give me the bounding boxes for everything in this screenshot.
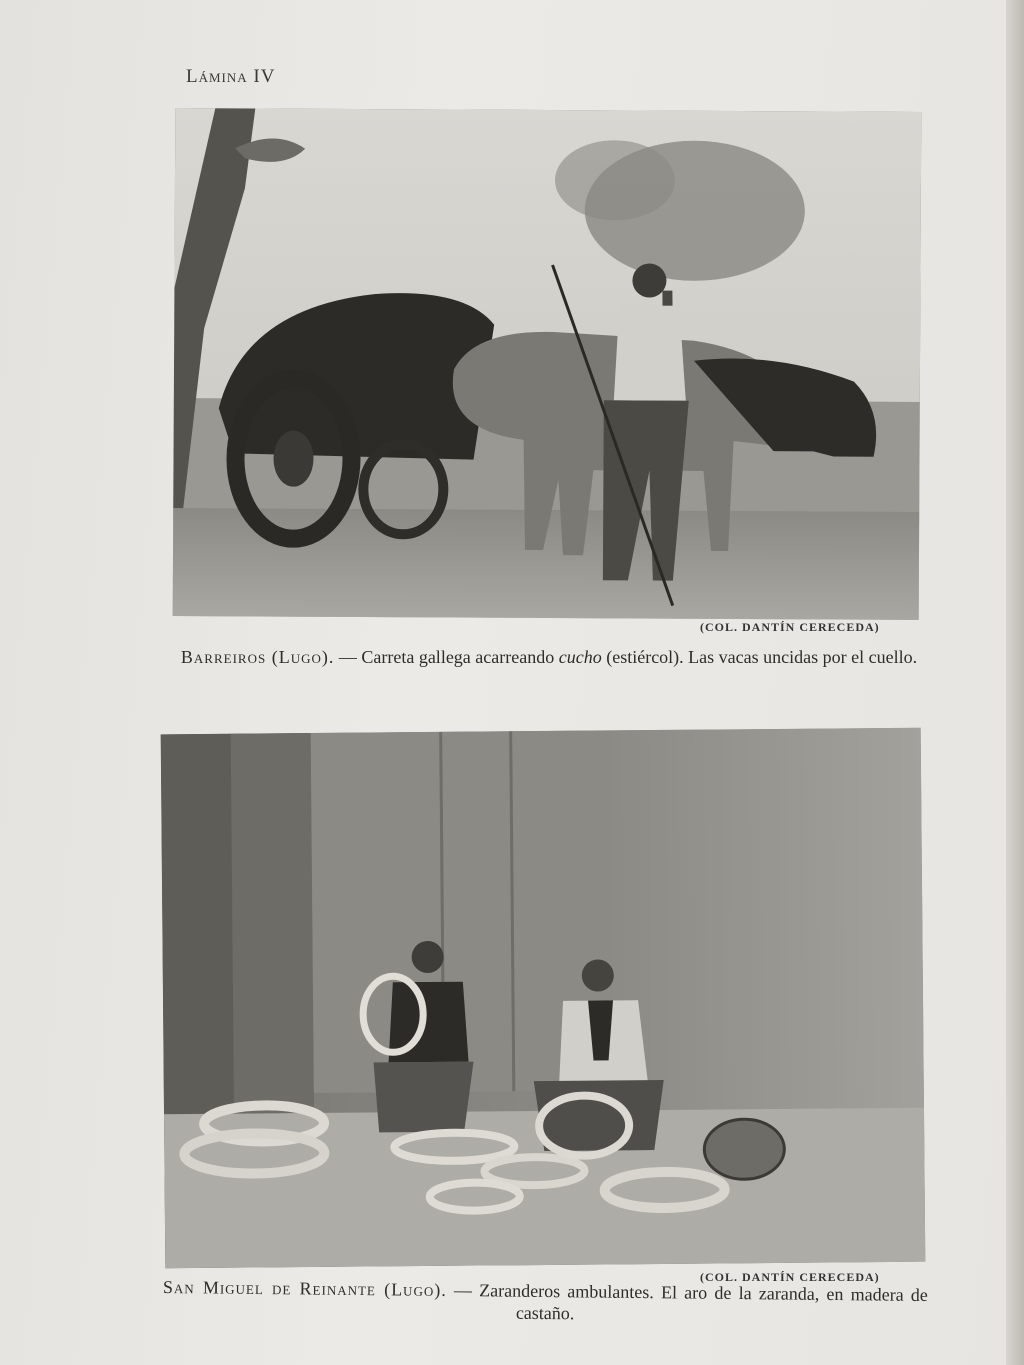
photo-ox-cart <box>173 108 922 620</box>
photo-credit: (COL. DANTÍN CERECEDA) <box>700 620 880 634</box>
photo-caption <box>174 646 924 668</box>
caption-text: Zaranderos ambulantes. El aro de la zaranda, en madera de castaño. <box>479 1280 928 1324</box>
caption-dash: — <box>334 647 362 667</box>
caption-place: San Miguel de Reinante (Lugo). <box>162 1277 447 1300</box>
plate-label: Lámina IV <box>186 66 276 87</box>
photo-credit: (COL. DANTÍN CERECEDA) <box>700 1270 880 1284</box>
caption-text-end: (estiércol). Las vacas uncidas por el cuello. <box>601 647 918 667</box>
caption-place: Barreiros (Lugo). <box>180 647 335 667</box>
caption-dash: — <box>446 1279 480 1301</box>
caption-text: Carreta gallega acarreando <box>361 647 559 667</box>
page-edge <box>1006 0 1024 1365</box>
photo-sieve-makers <box>161 728 926 1269</box>
photo-caption <box>163 1276 928 1328</box>
caption-italic-term: cucho <box>558 647 602 667</box>
